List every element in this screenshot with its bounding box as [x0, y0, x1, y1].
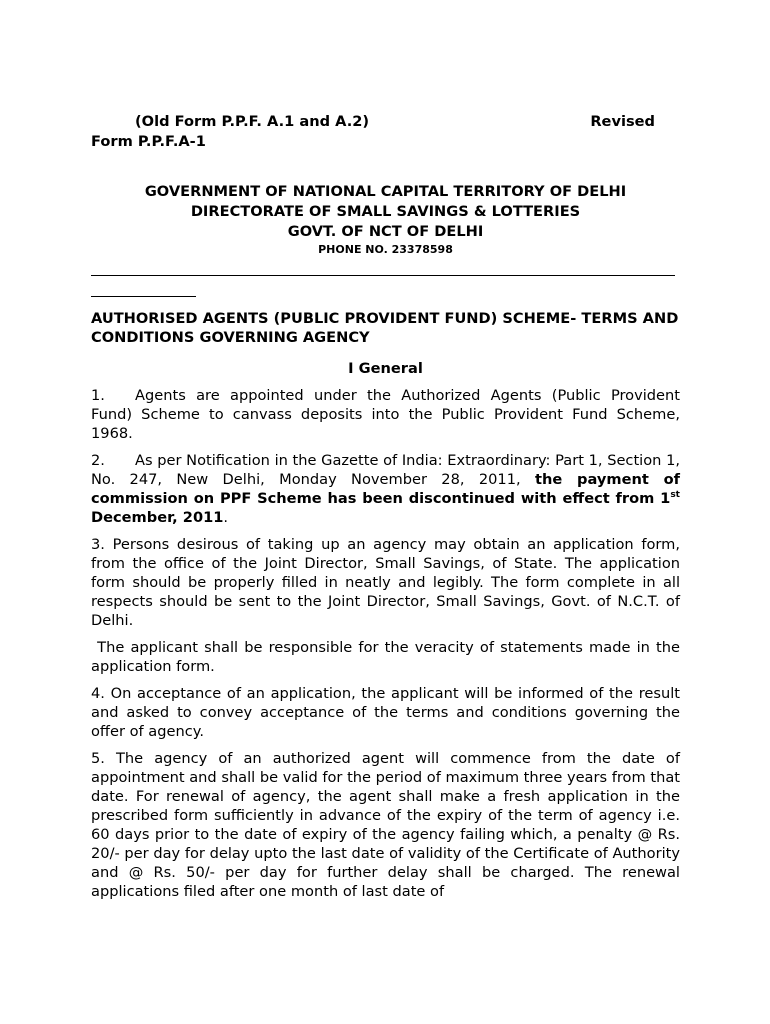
heading-government: GOVERNMENT OF NATIONAL CAPITAL TERRITORY OF DELHI	[144, 183, 627, 200]
paragraph-3b	[91, 638, 680, 676]
paragraph-2	[91, 451, 680, 527]
paragraph-3b-text: The applicant shall be responsible for the veracity of statements made in the application form.	[91, 639, 681, 675]
old-form-label: (Old Form P.P.F. A.1 and A.2)	[135, 113, 370, 130]
paragraph-2-superscript: st	[670, 490, 680, 501]
heading-phone: PHONE NO. 23378598	[318, 243, 453, 256]
document-page	[91, 112, 680, 901]
paragraph-2-end: .	[223, 509, 229, 526]
paragraph-1-number: 1.	[91, 387, 105, 404]
section-title: I General	[348, 360, 423, 377]
paragraph-2-text: As per Notification in the Gazette of India: Extraordinary: Part 1, Section 1, No. 247, New Delhi, Monday November 28, 2011,	[91, 452, 680, 488]
heading-block	[91, 182, 680, 258]
separator-line-long	[91, 275, 675, 276]
heading-directorate: DIRECTORATE OF SMALL SAVINGS & LOTTERIES	[190, 203, 581, 220]
paragraph-2-number: 2.	[91, 452, 105, 469]
document-title: AUTHORISED AGENTS (PUBLIC PROVIDENT FUND) SCHEME- TERMS AND CONDITIONS GOVERNING AGENCY	[91, 310, 679, 346]
paragraph-2-bold-part1: the payment of commission on PPF Scheme has been discontinued with effect from 1	[91, 471, 681, 507]
paragraph-5: 5. The agency of an authorized agent will commence from the date of appointment and shall be valid for the period of maximum three years from that date. For renewal of agency, the agent shall make a fresh application in the prescribed form sufficiently in advance of the expiry of the term of agency i.e. 60 days prior to the date of expiry of the agency failing which, a penalty @ Rs. 20/- per day for delay upto the last date of validity of the Certificate of Authority and @ Rs. 50/- per day for further delay shall be charged. The renewal applications filed after one month of last date of	[91, 750, 680, 900]
form-header	[91, 112, 680, 152]
heading-govt-nct: GOVT. OF NCT OF DELHI	[287, 223, 484, 240]
revised-label: Revised	[590, 113, 655, 130]
separator-line-short	[91, 296, 196, 297]
paragraph-2-bold-part2: December, 2011	[91, 509, 224, 526]
paragraph-1	[91, 386, 680, 443]
paragraph-1-text: Agents are appointed under the Authorized Agents (Public Provident Fund) Scheme to canvass deposits into the Public Provident Fund Scheme, 1968.	[91, 387, 680, 442]
separator-rule	[91, 266, 680, 298]
paragraph-3: 3. Persons desirous of taking up an agency may obtain an application form, from the office of the Joint Director, Small Savings, of State. The application form should be properly filled in neatly and legibly. The form complete in all respects should be sent to the Joint Director, Small Savings, Govt. of N.C.T. of Delhi.	[91, 536, 680, 629]
form-code-label: Form P.P.F.A-1	[91, 133, 206, 150]
paragraph-4: 4. On acceptance of an application, the applicant will be informed of the result and asked to convey acceptance of the terms and conditions governing the offer of agency.	[91, 685, 680, 740]
